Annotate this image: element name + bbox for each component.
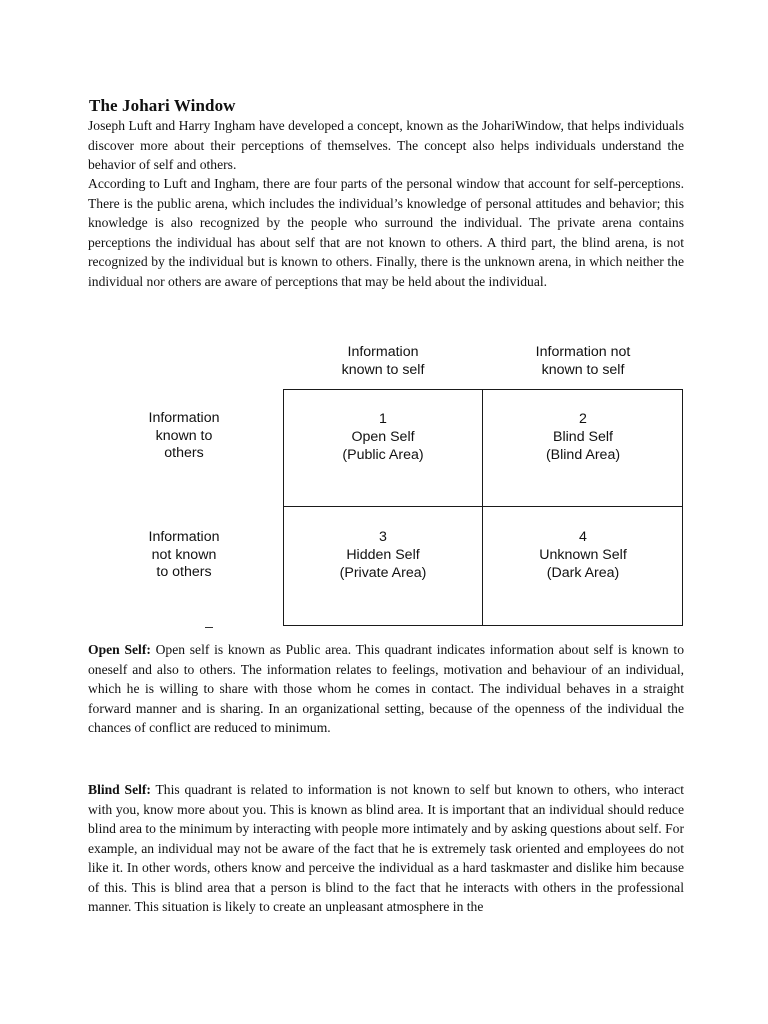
- quadrant-blind-self: [484, 410, 682, 464]
- quadrant-number: 3: [379, 529, 387, 545]
- column-header-known-to-self: Information known to self: [341, 344, 425, 378]
- section-open-self: [88, 640, 684, 738]
- quadrant-number: 2: [579, 411, 587, 427]
- quadrant-area: (Dark Area): [546, 565, 620, 581]
- quadrant-number: 4: [579, 529, 587, 545]
- intro-paragraph-2: According to Luft and Ingham, there are four parts of the personal window that account for self-perceptions. There is the public arena, which includes the individual’s knowledge of personal attitudes and behavior; this knowledge is also recognized by the people who surround the individual. The private arena contains perceptions the individual has about self that are not known to others. A third part, the blind arena, is not recognized by the individual but is known to others. Finally, there is the unknown arena, in which neither the individual nor others are aware of perceptions that may be held about the individual.: [88, 176, 684, 289]
- grid-divider-horizontal: [284, 506, 682, 507]
- section-blind-self: [88, 780, 684, 917]
- quadrant-name: Open Self: [351, 429, 415, 445]
- quadrant-hidden-self: [284, 528, 482, 582]
- quadrant-area: (Private Area): [339, 565, 427, 581]
- quadrant-name: Hidden Self: [346, 547, 420, 563]
- quadrant-grid: [283, 389, 683, 626]
- quadrant-area: (Blind Area): [545, 447, 621, 463]
- page-title: The Johari Window: [89, 96, 236, 115]
- section-text: Open self is known as Public area. This quadrant indicates information about self is known to oneself and also to others. The information relates to feelings, motivation and behaviour of an individual, which he is willing to share with those whom he comes in contact. The individual behaves in a straight forward manner and is sharing. In an organizational setting, because of the openness of the individual the chances of conflict are reduced to minimum.: [88, 642, 684, 735]
- quadrant-number: 1: [379, 411, 387, 427]
- stray-mark: [205, 627, 213, 628]
- section-label: Blind Self:: [88, 782, 151, 797]
- quadrant-area: (Public Area): [342, 447, 424, 463]
- section-label: Open Self:: [88, 642, 151, 657]
- column-header-not-known-to-self: Information not known to self: [535, 344, 631, 378]
- quadrant-open-self: [284, 410, 482, 464]
- quadrant-name: Blind Self: [553, 429, 613, 445]
- intro-paragraph-1: Joseph Luft and Harry Ingham have developed a concept, known as the JohariWindow, that helps individuals discover more about their perceptions of themselves. The concept also helps individuals understand the behavior of self and others.: [88, 118, 684, 172]
- quadrant-name: Unknown Self: [539, 547, 627, 563]
- section-text: This quadrant is related to information is not known to self but known to others, who interact with you, know more about you. This is known as blind area. It is important that an individual should reduce blind area to the minimum by interacting with people more intimately and by asking questions about self. For example, an individual may not be aware of the fact that he is extremely task oriented and employees do not like it. In other words, others know and perceive the individual as a hard taskmaster and dislike him because of this. This is blind area that a person is blind to the fact that he interacts with others in the professional manner. This situation is likely to create an unpleasant atmosphere in the: [88, 782, 684, 914]
- row-header-not-known-to-others: Information not known to others: [148, 529, 220, 580]
- quadrant-unknown-self: [484, 528, 682, 582]
- row-header-known-to-others: Information known to others: [148, 410, 220, 461]
